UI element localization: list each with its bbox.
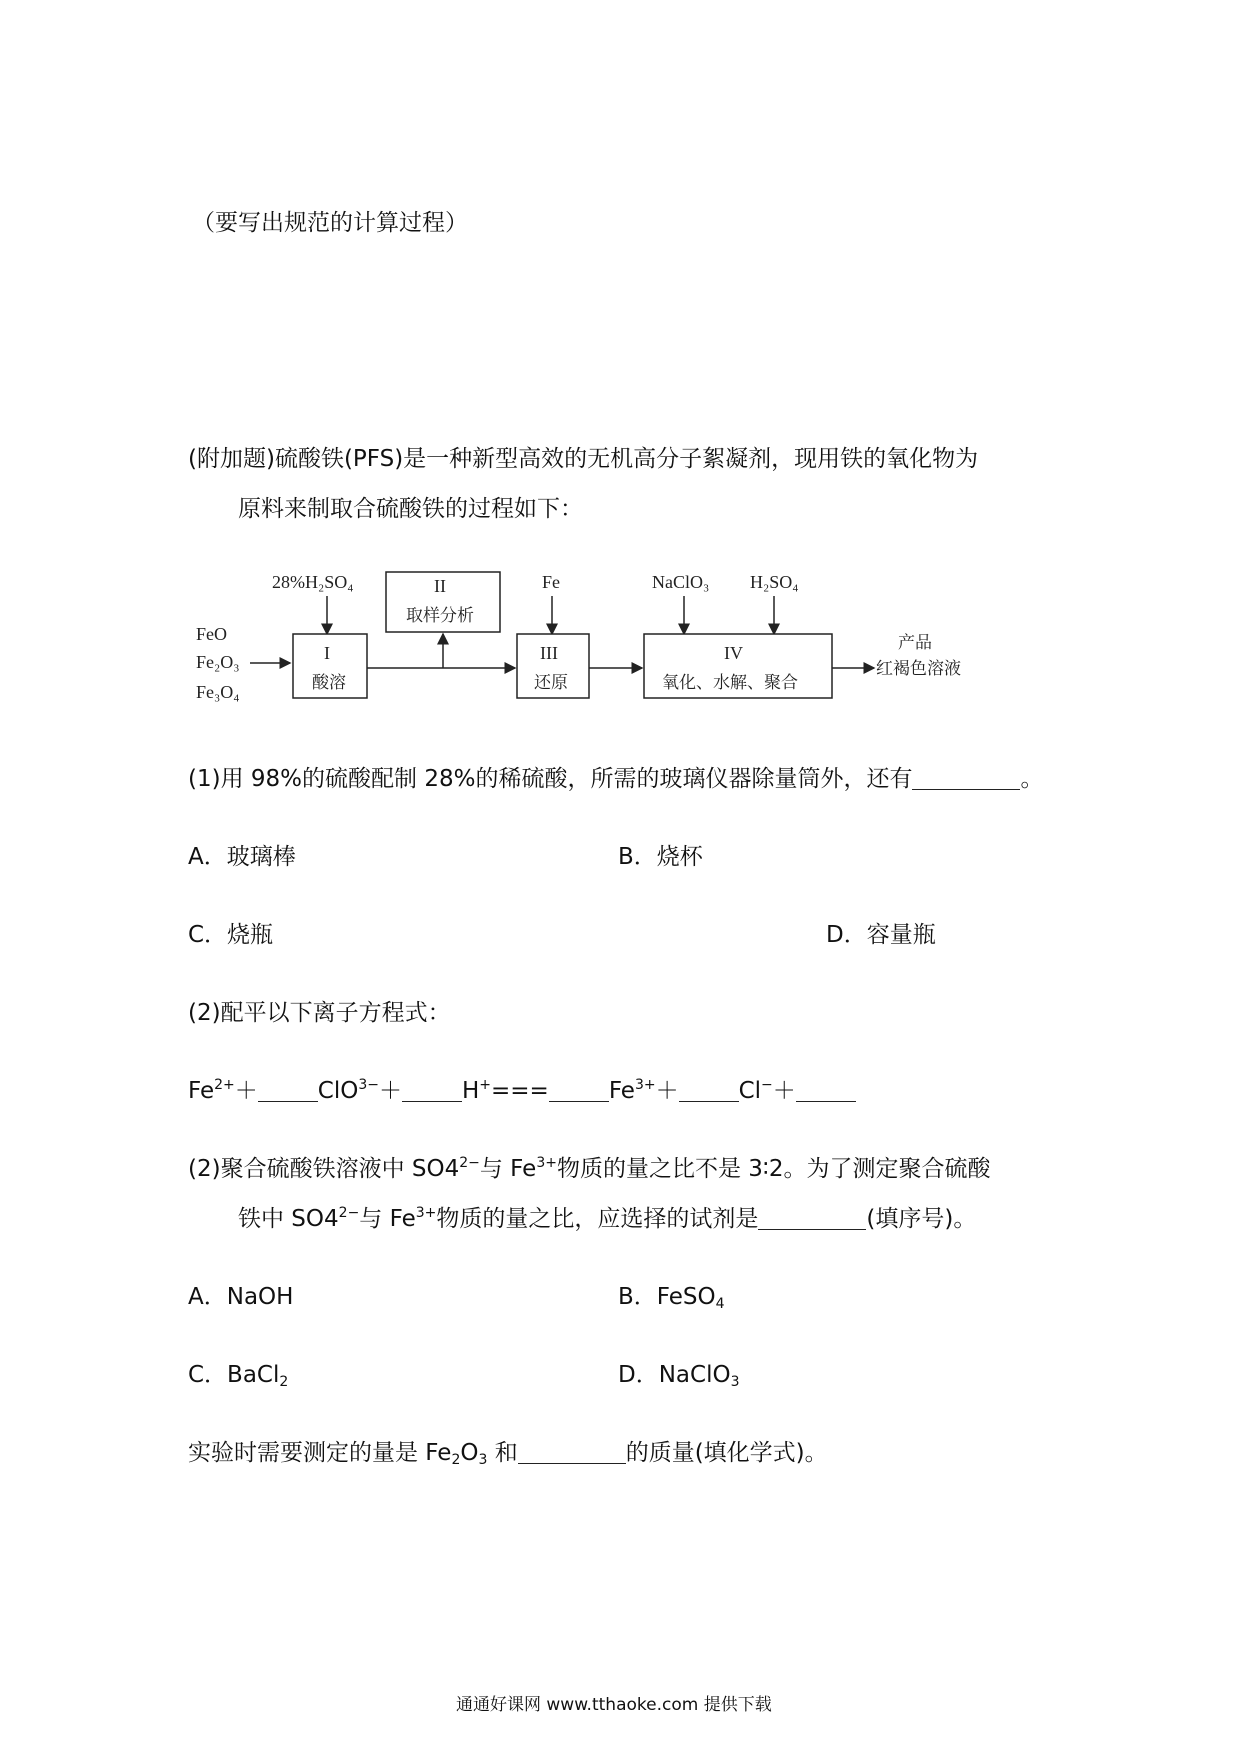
reagent-h2so4-28: 28%H₂SO₄: [272, 572, 354, 592]
step-1-name: 酸溶: [312, 673, 346, 693]
input-fe3o4: Fe₃O₄: [196, 682, 240, 702]
q3-text-d: 铁中 SO4: [238, 1206, 339, 1232]
step-1-numeral: I: [324, 643, 330, 663]
footer-credit: 通通好课网 www.tthaoke.com 提供下载: [456, 1695, 772, 1715]
input-fe2o3: Fe₂O₃: [196, 652, 240, 672]
q3-option-d-sub: 3: [730, 1374, 740, 1390]
answer-blank-4[interactable]: [518, 1441, 626, 1464]
eq-plus-2: ＋: [378, 1078, 402, 1104]
question-3-line-2: [238, 1204, 976, 1234]
ionic-equation: [188, 1076, 856, 1106]
step-4-name: 氧化、水解、聚合: [662, 673, 798, 693]
q3-fe-charge-2: 3+: [415, 1205, 437, 1221]
q3-text-e: 与 Fe: [359, 1206, 416, 1232]
eq-h-charge: +: [479, 1077, 491, 1093]
eq-plus-4: ＋: [772, 1078, 796, 1104]
coef-blank-h[interactable]: [402, 1079, 462, 1102]
q3-option-d[interactable]: [618, 1360, 740, 1390]
q1-option-d[interactable]: D．容量瓶: [826, 922, 936, 948]
q3-so4-charge: 2−: [459, 1155, 480, 1171]
q3-text-g: (填序号)。: [866, 1206, 977, 1232]
question-3-line-1: [188, 1154, 991, 1184]
question-1-text: (1)用 98%的硫酸配制 28%的稀硫酸，所需的玻璃仪器除量筒外，还有: [188, 766, 913, 792]
q3-option-c[interactable]: [188, 1360, 288, 1390]
coef-blank-cl[interactable]: [679, 1079, 739, 1102]
q3-text-f: 物质的量之比，应选择的试剂是: [436, 1206, 759, 1232]
q3-option-c-label: C．BaCl: [188, 1362, 280, 1388]
q3-text-c: 物质的量之比不是 3∶2。为了测定聚合硫酸: [556, 1156, 991, 1182]
intro-line-1: (附加题)硫酸铁(PFS)是一种新型高效的无机高分子絮凝剂，现用铁的氧化物为: [188, 446, 979, 472]
q4-sub-1: 2: [451, 1452, 461, 1468]
eq-fe3-charge: 3+: [634, 1077, 656, 1093]
eq-clo: ClO: [317, 1078, 359, 1104]
step-2-name: 取样分析: [406, 606, 474, 626]
q1-option-c[interactable]: C．烧瓶: [188, 922, 274, 948]
q1-option-b[interactable]: B．烧杯: [618, 844, 703, 870]
eq-plus-3: ＋: [655, 1078, 679, 1104]
eq-cl: Cl: [738, 1078, 762, 1104]
eq-fe: Fe: [188, 1078, 215, 1104]
q3-fe-charge: 3+: [536, 1155, 557, 1171]
product-description: 红褐色溶液: [876, 659, 961, 679]
eq-fe-charge: 2+: [214, 1077, 235, 1093]
intro-line-2: 原料来制取合硫酸铁的过程如下：: [238, 496, 583, 522]
input-feo: FeO: [196, 624, 227, 644]
coef-blank-clo[interactable]: [258, 1079, 318, 1102]
reagent-fe: Fe: [542, 572, 560, 592]
q4-text-b: O: [460, 1440, 479, 1466]
question-1-end: 。: [1020, 766, 1044, 792]
q3-option-d-label: D．NaClO: [618, 1362, 731, 1388]
process-flow-diagram: [190, 564, 990, 714]
step-3-numeral: III: [540, 643, 558, 663]
q4-sub-2: 3: [478, 1452, 488, 1468]
q3-option-a[interactable]: [188, 1282, 293, 1312]
reagent-naclo3: NaClO₃: [652, 572, 710, 592]
answer-blank-3[interactable]: [758, 1207, 866, 1230]
q3-text-a: (2)聚合硫酸铁溶液中 SO4: [188, 1156, 460, 1182]
blank-product[interactable]: [796, 1079, 856, 1102]
q4-text-d: 的质量(填化学式)。: [625, 1440, 828, 1466]
q3-option-b[interactable]: [618, 1282, 725, 1312]
eq-fe3: Fe: [608, 1078, 635, 1104]
eq-cl-charge: −: [761, 1077, 773, 1093]
product-label: 产品: [898, 633, 932, 653]
step-2-numeral: II: [434, 576, 446, 596]
eq-clo-charge: 3−: [358, 1077, 379, 1093]
q4-text-c: 和: [487, 1440, 518, 1466]
q3-text-b: 与 Fe: [479, 1156, 537, 1182]
question-4: [188, 1438, 828, 1468]
reagent-h2so4: H₂SO₄: [750, 572, 799, 592]
eq-h: H: [461, 1078, 480, 1104]
calculation-note: （要写出规范的计算过程）: [192, 210, 468, 236]
q3-so4-charge-2: 2−: [338, 1205, 360, 1221]
answer-blank-1[interactable]: [912, 767, 1020, 790]
q3-option-b-label: B．FeSO: [618, 1284, 716, 1310]
question-1-stem: [188, 764, 1043, 794]
q4-text-a: 实验时需要测定的量是 Fe: [188, 1440, 452, 1466]
question-2-stem: (2)配平以下离子方程式：: [188, 1000, 451, 1026]
q3-option-b-sub: 4: [715, 1296, 725, 1312]
q1-option-a[interactable]: A．玻璃棒: [188, 844, 296, 870]
q3-option-a-label: A．NaOH: [188, 1284, 294, 1310]
coef-blank-fe3[interactable]: [549, 1079, 609, 1102]
eq-equals: ===: [491, 1078, 549, 1104]
q3-option-c-sub: 2: [279, 1374, 289, 1390]
step-3-name: 还原: [534, 673, 568, 693]
eq-plus-1: ＋: [234, 1078, 258, 1104]
step-4-numeral: IV: [724, 643, 743, 663]
